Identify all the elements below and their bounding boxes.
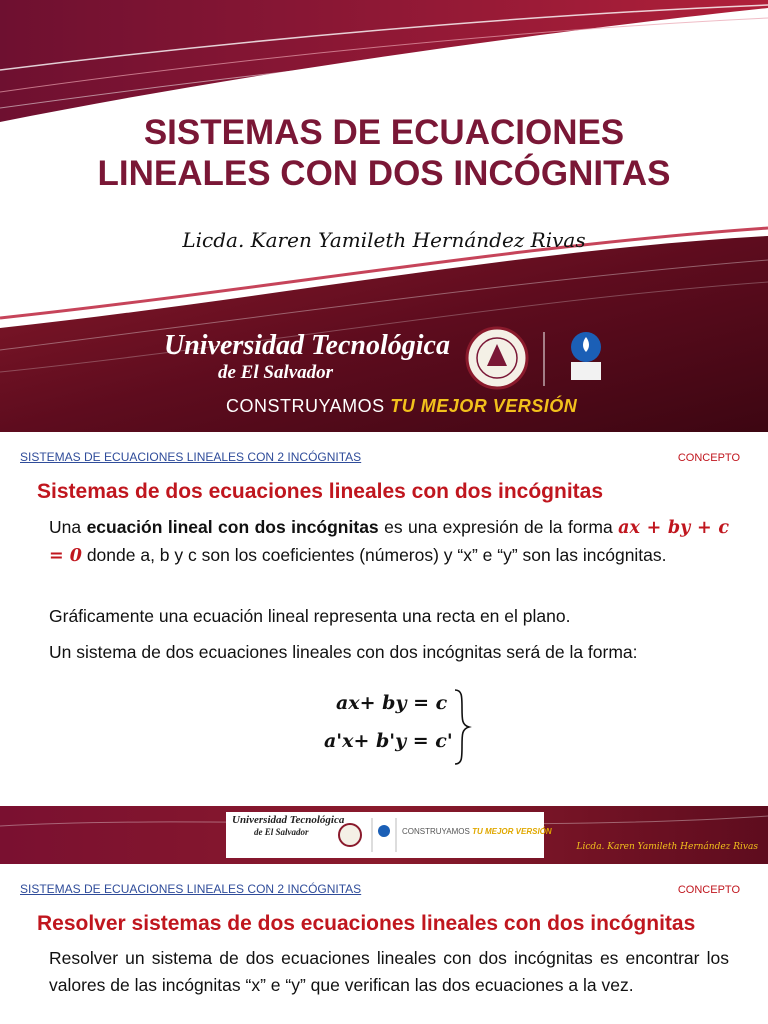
title-slide	[0, 0, 768, 432]
title-line-1: SISTEMAS DE ECUACIONES	[143, 113, 625, 152]
graphic-meaning-paragraph: Gráficamente una ecuación lineal representa una recta en el plano.	[49, 606, 571, 626]
tagline	[226, 396, 577, 417]
slide-section-header: SISTEMAS DE ECUACIONES LINEALES CON 2 INCÓGNITAS	[20, 882, 362, 896]
footer-accreditation-icon	[378, 825, 390, 837]
slide-title	[0, 112, 768, 194]
definition-middle: es una expresión de la forma	[384, 517, 613, 537]
solving-slide	[0, 864, 768, 1024]
slide-category-label: CONCEPTO	[677, 452, 740, 464]
slide-section-header: SISTEMAS DE ECUACIONES LINEALES CON 2 INCÓGNITAS	[20, 450, 362, 464]
title-slide-decoration	[0, 0, 768, 432]
university-name: Universidad Tecnológica	[164, 330, 450, 361]
slide-heading: Resolver sistemas de dos ecuaciones lineales con dos incógnitas	[37, 912, 696, 935]
right-brace-icon	[452, 688, 472, 766]
general-formula: ax + by + c = 0	[49, 518, 729, 566]
tagline-plain: CONSTRUYAMOS	[226, 396, 385, 416]
solving-definition-paragraph: Resolver un sistema de dos ecuaciones lineales con dos incógnitas es encontrar los valores de las incógnitas “x” e “y” que verifican las dos ecuaciones a la vez.	[49, 948, 729, 995]
system-equation-1: ax+ by = c	[336, 692, 448, 714]
title-line-2: LINEALES CON DOS INCÓGNITAS	[97, 154, 671, 193]
slide-category-label: CONCEPTO	[677, 884, 740, 896]
concept-slide	[0, 432, 768, 864]
footer-university	[232, 814, 344, 838]
equation-system	[318, 684, 478, 770]
slide-heading: Sistemas de dos ecuaciones lineales con dos incógnitas	[37, 480, 604, 503]
footer-university-location: de El Salvador	[254, 827, 309, 837]
definition-start: Una	[49, 517, 82, 537]
definition-paragraph	[49, 514, 729, 570]
tagline-bold: TU MEJOR VERSIÓN	[390, 396, 578, 416]
system-form-paragraph: Un sistema de dos ecuaciones lineales con dos incógnitas será de la forma:	[49, 642, 638, 662]
university-location: de El Salvador	[218, 362, 334, 383]
footer-band	[0, 806, 768, 864]
system-equation-2: a'x+ b'y = c'	[324, 730, 453, 752]
footer-author: Licda. Karen Yamileth Hernández Rivas	[576, 842, 758, 852]
definition-term: ecuación lineal con dos incógnitas	[86, 517, 379, 537]
footer-university-name: Universidad Tecnológica	[232, 814, 345, 826]
author-name: Licda. Karen Yamileth Hernández Rivas	[182, 228, 586, 252]
definition-end: donde a, b y c son los coeficientes (números) y “x” e “y” son las incógnitas.	[86, 545, 667, 565]
footer-tagline	[402, 827, 552, 836]
footer-tagline-bold: TU MEJOR VERSIÓN	[472, 827, 552, 836]
footer-tagline-plain: CONSTRUYAMOS	[402, 827, 470, 836]
